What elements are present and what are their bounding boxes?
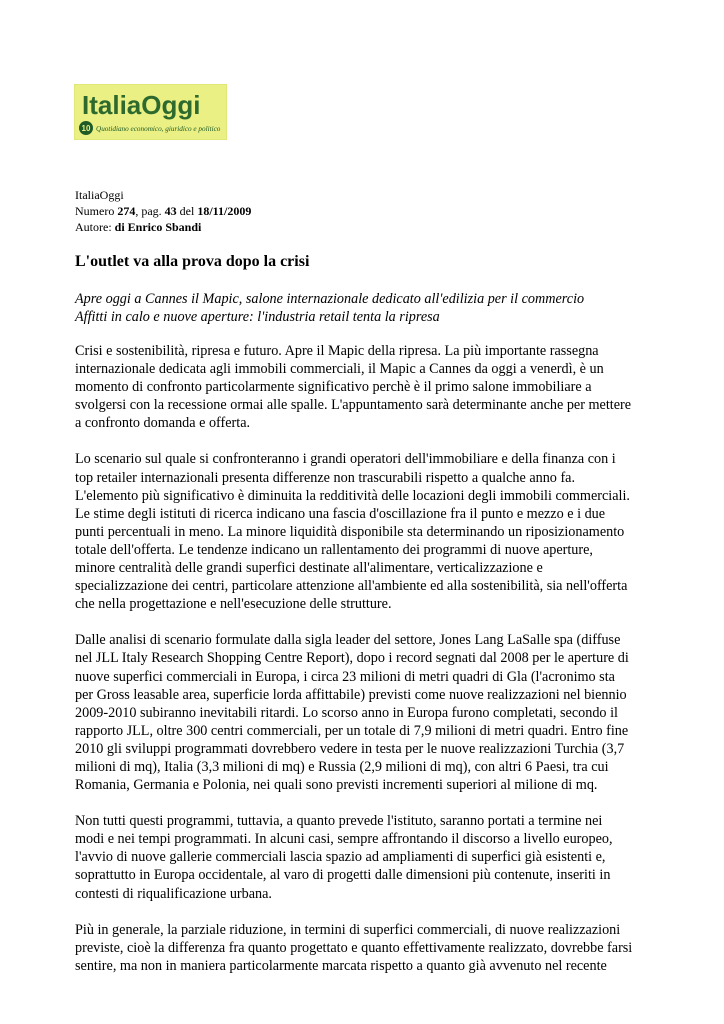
logo-brand-text: ItaliaOggi — [82, 90, 201, 120]
meta-publication: ItaliaOggi — [75, 188, 124, 202]
meta-numero: 274 — [117, 204, 136, 218]
paragraph-line: svolgersi con la recessione ormai alle spalle. L'appuntamento sarà determinante anche per mettere — [75, 397, 632, 414]
subtitle-line: Apre oggi a Cannes il Mapic, salone internazionale dedicato all'edilizia per il commercio — [75, 291, 585, 307]
paragraph-line: Dalle analisi di scenario formulate dalla sigla leader del settore, Jones Lang LaSalle spa (diffuse — [75, 632, 621, 649]
paragraph-line: Romania, Germania e Polonia, nei quali sono previsti incrementi superiori al milione di mq. — [75, 777, 598, 794]
body-paragraph — [75, 921, 655, 975]
paragraph-line: soprattutto in Europa occidentale, al varo di progetti dalle dimensioni più contenute, inseriti in — [75, 867, 611, 884]
meta-author: di Enrico Sbandi — [114, 220, 202, 234]
paragraph-line: momento di confronto particolarmente significativo perchè è il primo salone immobiliare a — [75, 379, 592, 396]
paragraph-line: L'elemento più significativo è diminuita la redditività delle locazioni degli immobili commerciali. — [75, 487, 630, 504]
logo-graphic — [74, 84, 227, 140]
paragraph-line: a confronto domanda e offerta. — [75, 415, 251, 432]
meta-author-label: Autore: — [75, 220, 112, 234]
article-subtitle — [75, 290, 584, 326]
meta-author-line — [75, 219, 251, 235]
paragraph-line: 2009-2010 subiranno inevitabili ritardi. Lo scorso anno in Europa furono completati, secondo il — [75, 704, 618, 721]
paragraph-line: milioni di mq), Italia (3,3 milioni di mq) e Russia (2,9 milioni di mq), con altri 6 Paesi, tra cui — [75, 758, 609, 775]
body-paragraph — [75, 342, 655, 432]
paragraph-line: specializzazione dei centri, particolare attenzione all'ambiente ed alla sostenibilità, sia nell'offerta — [75, 578, 628, 595]
meta-issue-line — [75, 203, 251, 219]
paragraph-line: totale dell'offerta. Le tendenze indicano un rallentamento dei programmi di nuove aperture, — [75, 541, 593, 558]
paragraph-line: Non tutti questi programmi, tuttavia, a quanto prevede l'istituto, saranno portati a termine nei — [75, 813, 603, 830]
paragraph-line: internazionale dedicata agli immobili commerciali, il Mapic a Cannes da oggi a venerdì, è un — [75, 361, 604, 378]
meta-pag-label: , pag. — [135, 204, 162, 218]
meta-date: 18/11/2009 — [197, 204, 252, 218]
paragraph-line: contesti di riqualificazione urbana. — [75, 885, 272, 902]
meta-pag: 43 — [164, 204, 177, 218]
paragraph-line: punti percentuali in meno. La minore liquidità disponibile sta determinando un riposizionamento — [75, 523, 625, 540]
paragraph-line: rapporto JLL, oltre 300 centri commerciali, per un totale di 7,9 milioni di metri quadri. Entro fine — [75, 722, 629, 739]
logo-tagline: Quotidiano economico, giuridico e politico — [96, 125, 221, 133]
paragraph-line: che nella progettazione e nell'esecuzione delle strutture. — [75, 596, 392, 613]
paragraph-line: Più in generale, la parziale riduzione, in termini di superfici commerciali, di nuove realizzazioni — [75, 921, 621, 938]
article-body — [75, 342, 655, 993]
subtitle-line: Affitti in calo e nuove aperture: l'industria retail tenta la ripresa — [75, 309, 440, 325]
paragraph-line: Lo scenario sul quale si confronteranno i grandi operatori dell'immobiliare e della finanza con i — [75, 451, 616, 468]
article-meta — [75, 187, 251, 235]
italiaoggi-logo — [74, 84, 227, 140]
paragraph-line: 2010 gli sviluppi programmati dovrebbero vedere in testa per le nuove realizzazioni Turchia (3,7 — [75, 740, 625, 757]
body-paragraph — [75, 812, 655, 902]
meta-numero-label: Numero — [75, 204, 115, 218]
logo-badge-text: 10 — [81, 124, 91, 133]
paragraph-line: Le stime degli istituti di ricerca indicano una fascia d'oscillazione fra il punto e mezzo e i due — [75, 505, 606, 522]
paragraph-line: per Gross leasable area, superficie lorda affittabile) previsti come nuove realizzazioni nel biennio — [75, 686, 627, 703]
paragraph-line: top retailer internazionali presenta differenze non trascurabili rispetto a qualche anno fa. — [75, 469, 576, 486]
paragraph-line: sentire, ma non in maniera particolarmente marcata rispetto a quanto già avvenuto nel recente — [75, 957, 607, 974]
article-headline: L'outlet va alla prova dopo la crisi — [75, 253, 310, 270]
body-paragraph — [75, 631, 655, 794]
paragraph-line: Crisi e sostenibilità, ripresa e futuro. Apre il Mapic della ripresa. La più importante rassegna — [75, 343, 599, 359]
paragraph-line: nel JLL Italy Research Shopping Centre Report), dopo i record segnati dal 2008 per le aperture di — [75, 650, 629, 667]
paragraph-line: previste, cioè la differenza fra quanto progettato e quanto effettivamente realizzato, dovrebbe farsi — [75, 939, 633, 956]
meta-del-label: del — [179, 204, 195, 218]
paragraph-line: modi e nei tempi programmati. In alcuni casi, sempre affrontando il discorso a livello europeo, — [75, 831, 613, 848]
body-paragraph — [75, 450, 655, 613]
paragraph-line: nuove superfici commerciali in Europa, i circa 23 milioni di metri quadri di Gla (l'acronimo sta — [75, 668, 615, 685]
paragraph-line: minore centralità delle grandi superfici destinate all'alimentare, verticalizzazione e — [75, 560, 543, 577]
paragraph-line: l'avvio di nuove gallerie commerciali lascia spazio ad ampliamenti di superfici già esistenti e, — [75, 849, 606, 866]
